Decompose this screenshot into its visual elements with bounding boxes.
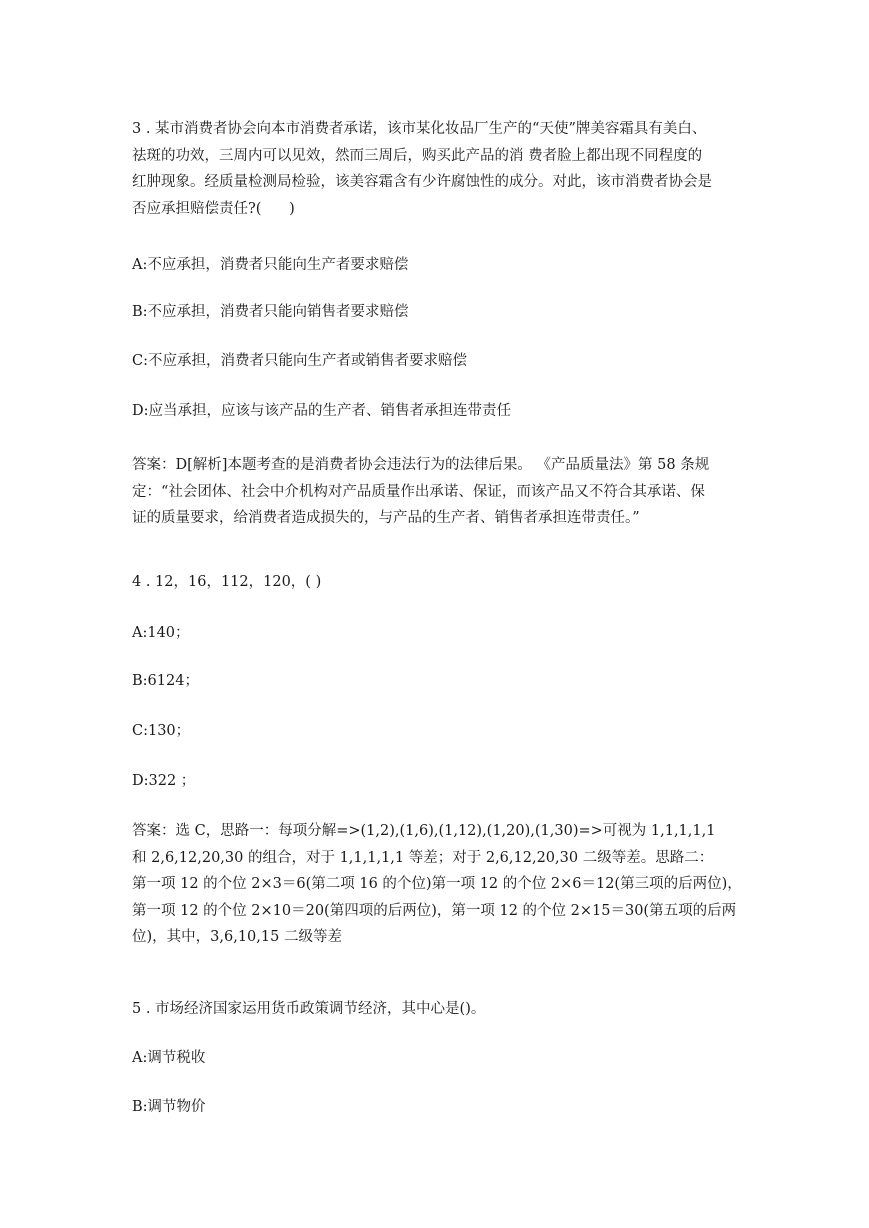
answer-line: 定：“社会团体、社会中介机构对产品质量作出承诺、保证，而该产品又不符合其承诺、保 (132, 483, 705, 500)
question-5-option-b: B:调节物价 (132, 1099, 206, 1115)
question-4-option-d: D:322 ； (132, 773, 196, 789)
stem-line: 4 . 12，16，112，120，( ) (132, 574, 322, 590)
question-3-option-c: C:不应承担，消费者只能向生产者或销售者要求赔偿 (132, 353, 467, 369)
stem-line: 5 . 市场经济国家运用货币政策调节经济，其中心是()。 (132, 1001, 486, 1017)
question-4-option-c: C:130； (132, 723, 191, 739)
question-4-answer (132, 818, 772, 951)
question-3-option-d: D:应当承担，应该与该产品的生产者、销售者承担连带责任 (132, 403, 512, 419)
question-4-option-b: B:6124； (132, 673, 199, 689)
question-3-answer (132, 452, 772, 532)
question-3-stem (132, 116, 772, 222)
stem-line: 3 . 某市消费者协会向本市消费者承诺，该市某化妆品厂生产的“天使”牌美容霜具有美白、 (132, 121, 707, 137)
question-3-option-b: B:不应承担，消费者只能向销售者要求赔偿 (132, 304, 409, 320)
answer-line: 证的质量要求，给消费者造成损失的，与产品的生产者、销售者承担连带责任。” (132, 510, 640, 526)
question-5-stem (132, 996, 772, 1023)
stem-line: 祛斑的功效，三周内可以见效，然而三周后，购买此产品的消 费者脸上都出现不同程度的 (132, 147, 703, 164)
question-5-option-a: A:调节税收 (132, 1050, 206, 1066)
stem-line: 红肿现象。经质量检测局检验，该美容霜含有少许腐蚀性的成分。对此，该市消费者协会是 (132, 174, 712, 190)
question-4-stem (132, 569, 772, 596)
answer-line: 和 2,6,12,20,30 的组合，对于 1,1,1,1,1 等差；对于 2,6,12,20,30 二级等差。思路二： (132, 849, 714, 866)
question-3-option-a: A:不应承担，消费者只能向生产者要求赔偿 (132, 257, 409, 273)
answer-line: 第一项 12 的个位 2×10＝20(第四项的后两位)，第一项 12 的个位 2×15＝30(第五项的后两 (132, 902, 737, 919)
question-4-option-a: A:140； (132, 625, 190, 641)
answer-line: 答案：选 C，思路一：每项分解=>(1,2),(1,6),(1,12),(1,20),(1,30)=>可视为 1,1,1,1,1 (132, 823, 716, 839)
stem-line: 否应承担赔偿责任?( ) (132, 200, 295, 217)
answer-line: 答案：D[解析]本题考查的是消费者协会违法行为的法律后果。 《产品质量法》第 58 条规 (132, 457, 710, 473)
answer-line: 位)，其中，3,6,10,15 二级等差 (132, 929, 342, 945)
answer-line: 第一项 12 的个位 2×3＝6(第二项 16 的个位)第一项 12 的个位 2×6＝12(第三项的后两位)， (132, 876, 742, 892)
